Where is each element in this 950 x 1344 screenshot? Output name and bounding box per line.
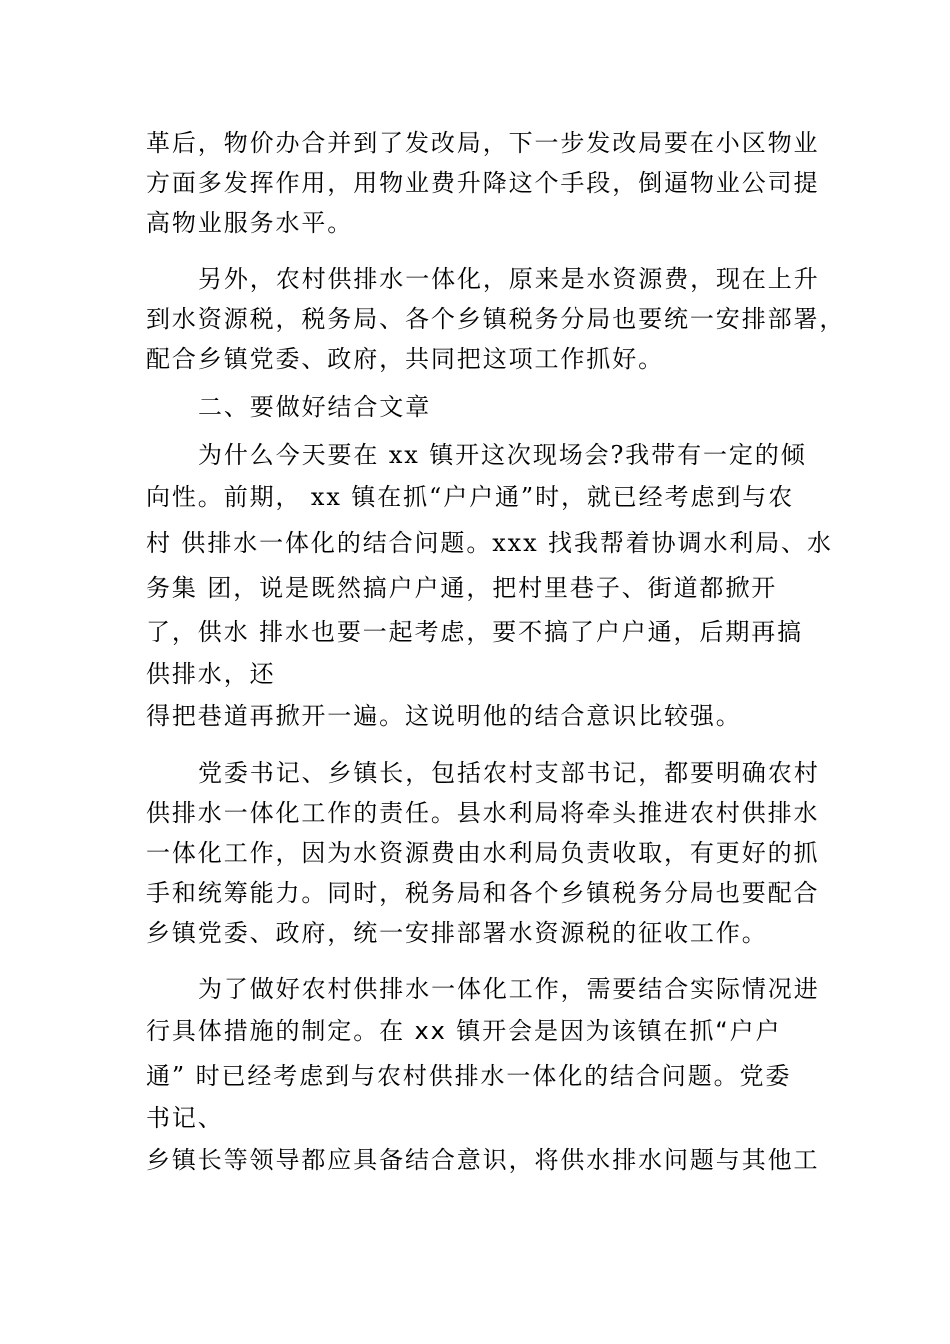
text-line: 另外，农村供排水一体化，原来是水资源费，现在上升 [198,265,820,293]
text-line: 村 供排水一体化的结合问题。xxx 找我帮着协调水利局、水 [146,529,833,557]
text-line: 配合乡镇党委、政府，共同把这项工作抓好。 [146,345,664,373]
text-line: 得把巷道再掀开一遍。这说明他的结合意识比较强。 [146,702,742,730]
text-line: 到水资源税，税务局、各个乡镇税务分局也要统一安排部署， [146,305,846,333]
text-line: 供排水一体化工作的责任。县水利局将牵头推进农村供排水 [146,799,820,827]
text-line: 高物业服务水平。 [146,209,354,237]
text-line: 为了做好农村供排水一体化工作，需要结合实际情况进 [198,975,820,1003]
text-line: 务集 团，说是既然搞户户通，把村里巷子、街道都掀开 [146,574,778,602]
text-line: 了，供水 排水也要一起考虑，要不搞了户户通，后期再搞 [146,618,804,646]
text-line: 革后，物价办合并到了发改局，下一步发改局要在小区物业 [146,129,820,157]
text-line: 行具体措施的制定。在 xx 镇开会是因为该镇在抓“户户 [146,1017,782,1045]
text-line: 通” 时已经考虑到与农村供排水一体化的结合问题。党委 [146,1062,792,1090]
text-line: 方面多发挥作用，用物业费升降这个手段，倒逼物业公司提 [146,169,820,197]
section-heading: 二、要做好结合文章 [198,393,432,421]
text-line: 为什么今天要在 xx 镇开这次现场会?我带有一定的倾 [198,441,807,469]
text-line: 乡镇党委、政府，统一安排部署水资源税的征收工作。 [146,919,768,947]
text-line: 向性。前期， xx 镇在抓“户户通”时，就已经考虑到与农 [146,483,795,511]
text-line: 书记、 [146,1104,224,1132]
text-line: 党委书记、乡镇长，包括农村支部书记，都要明确农村 [198,759,820,787]
text-line: 供排水，还 [146,660,276,688]
text-line: 手和统筹能力。同时，税务局和各个乡镇税务分局也要配合 [146,879,820,907]
text-line: 一体化工作，因为水资源费由水利局负责收取，有更好的抓 [146,839,820,867]
text-line: 乡镇长等领导都应具备结合意识，将供水排水问题与其他工 [146,1146,820,1174]
